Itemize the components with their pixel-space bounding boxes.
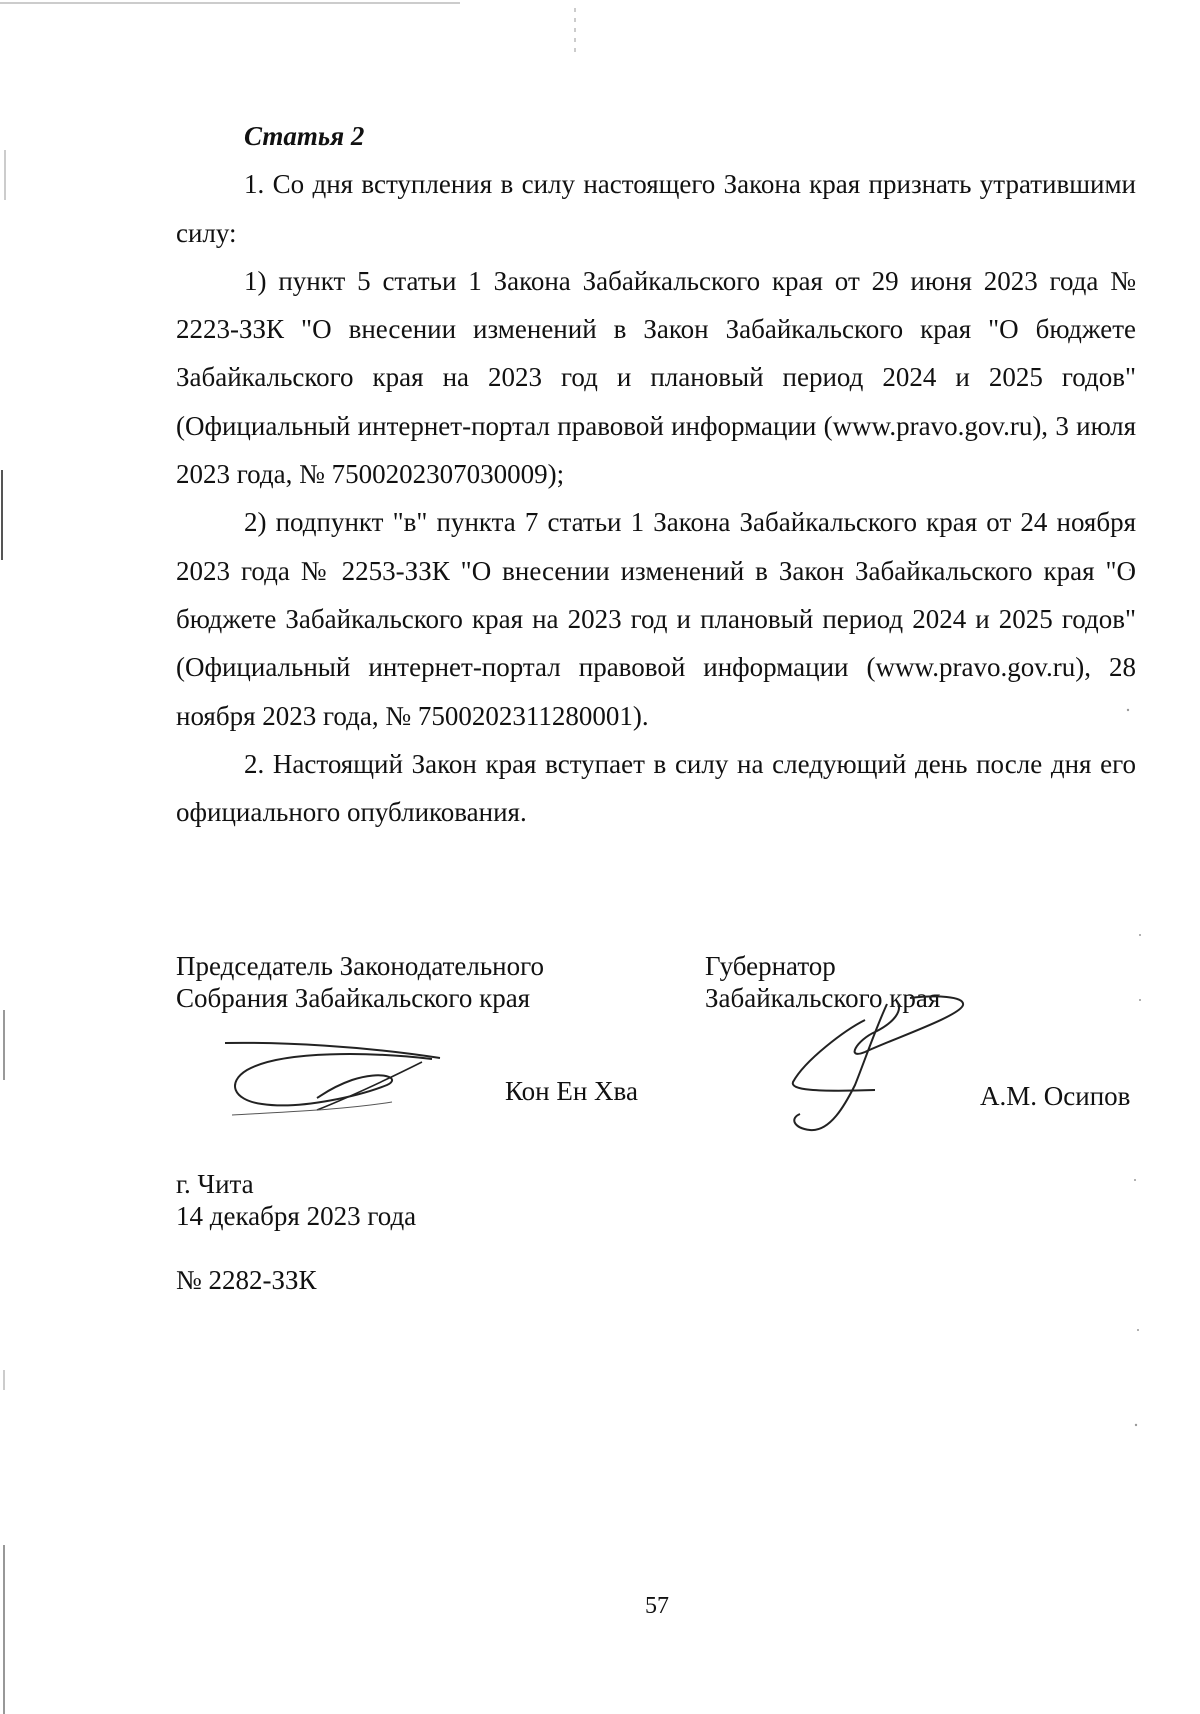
left-handwritten-signature xyxy=(222,1040,452,1130)
left-signatory-name: Кон Ен Хва xyxy=(505,1076,638,1106)
article-body xyxy=(176,112,1136,836)
left-signatory-title-line1: Председатель Законодательного xyxy=(176,951,545,981)
paragraph-1: 1. Со дня вступления в силу настоящего Закона края признать утратившими силу: xyxy=(176,169,1136,248)
right-signatory-title-line1: Губернатор xyxy=(705,951,836,981)
paragraph-2: 2. Настоящий Закон края вступает в силу на следующий день после дня его официального опубликования. xyxy=(176,748,1136,828)
article-heading: Статья 2 xyxy=(244,121,365,151)
right-signatory-title-line2: Забайкальского края xyxy=(705,983,941,1013)
page-number: 57 xyxy=(645,1593,669,1619)
signing-date: 14 декабря 2023 года xyxy=(176,1201,417,1231)
city: г. Чита xyxy=(176,1169,254,1199)
paragraph-1-item-1: 1) пункт 5 статьи 1 Закона Забайкальского края от 29 июня 2023 года № 2223-ЗЗК "О внесении изменений в Закон Забайкальского края "О бюджете Забайкальского края на 2023 год и плановый период 2024 и 2025 годов" (Официальный интернет-портал правовой информации (www.pravo.gov.ru), 3 июля 2023 года, № 7500202307030009); xyxy=(176,265,1136,490)
left-signatory-title-line2: Собрания Забайкальского края xyxy=(176,983,531,1013)
law-number: № 2282-ЗЗК xyxy=(176,1265,317,1295)
right-signatory-name: А.М. Осипов xyxy=(980,1081,1131,1111)
right-handwritten-signature xyxy=(785,990,985,1140)
paragraph-1-item-2: 2) подпункт "в" пункта 7 статьи 1 Закона Забайкальского края от 24 ноября 2023 года № 2253-ЗЗК "О внесении изменений в Закон Забайкальского края "О бюджете Забайкальского края на 2023 год и плановый период 2024 и 2025 годов" (Официальный интернет-портал правовой информации (www.pravo.gov.ru), 28 ноября 2023 года, № 7500202311280001). xyxy=(176,507,1136,731)
